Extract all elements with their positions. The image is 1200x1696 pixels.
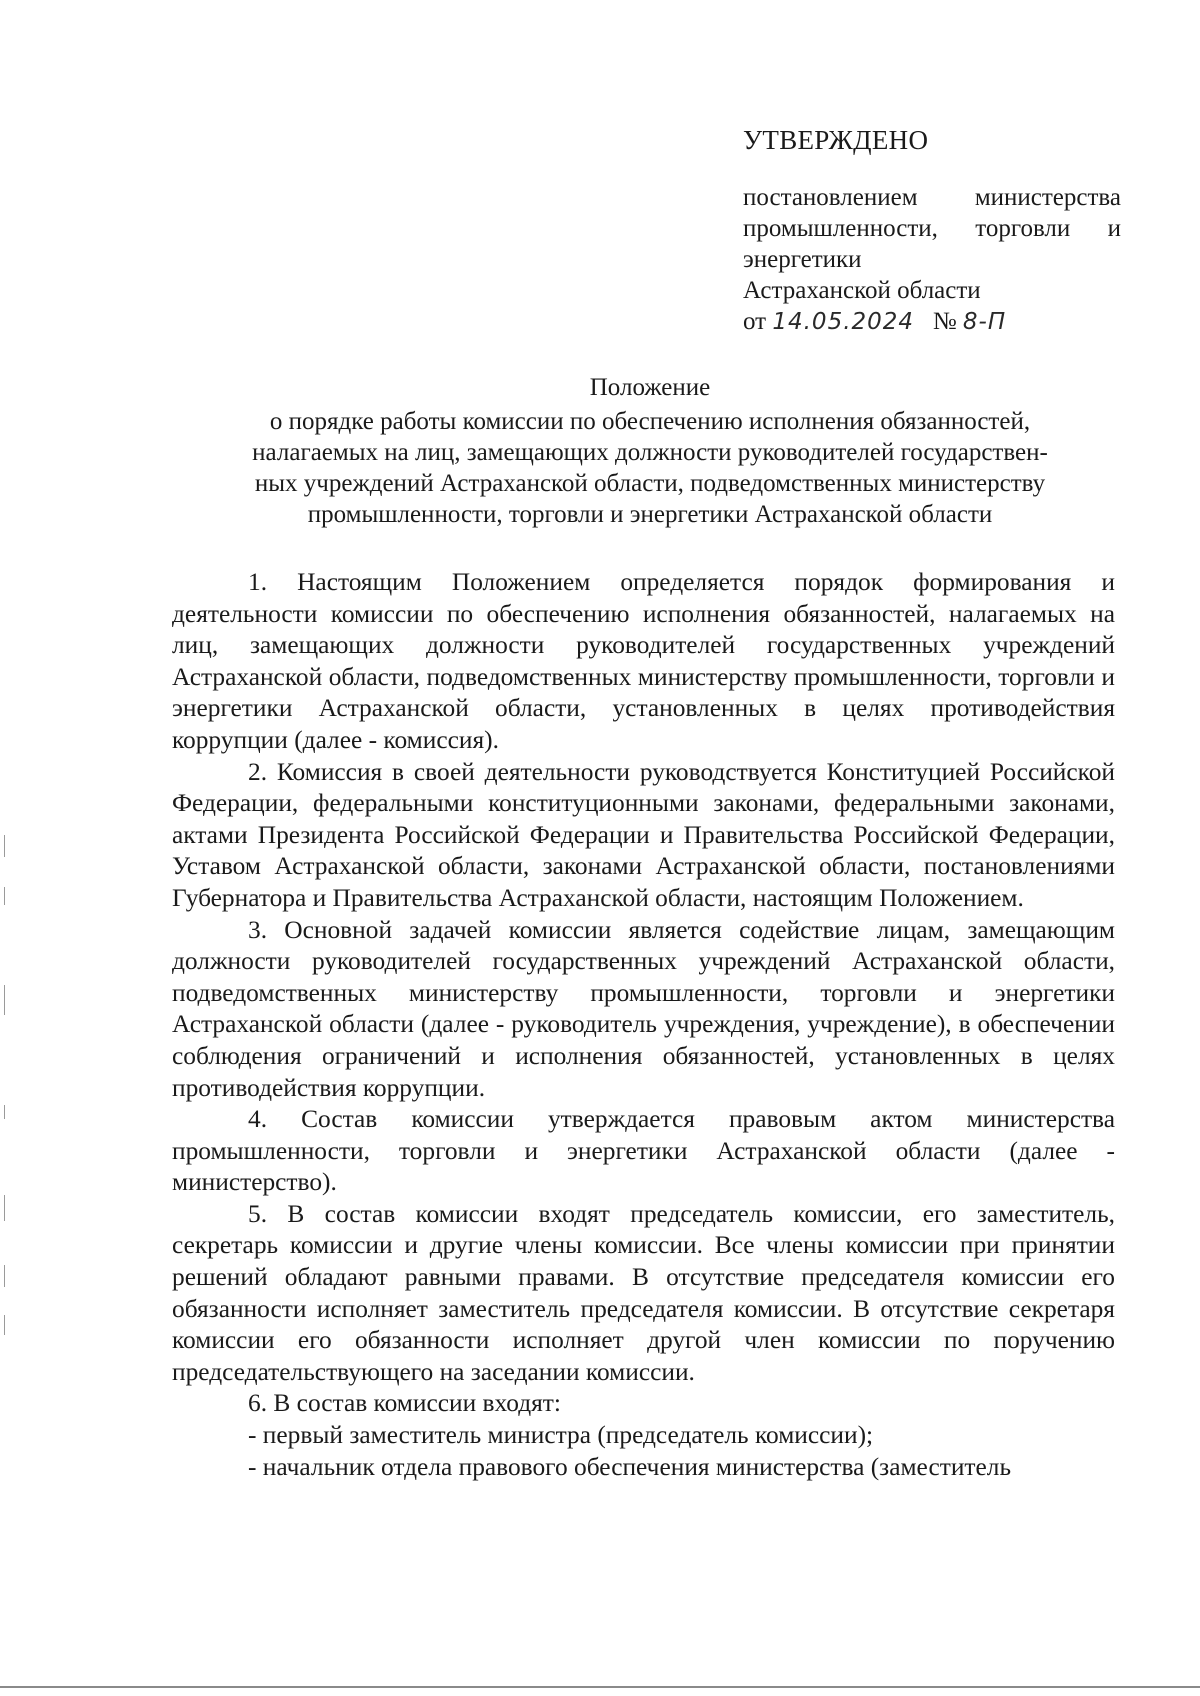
paragraph-6-intro: 6. В состав комиссии входят:	[248, 1389, 561, 1418]
paragraph-5: 5. В состав комиссии входят председатель комиссии, его заместитель, секретарь комиссии и другие члены комиссии. Все члены комиссии при принятии решений обладают равными правами. В отсутствие председателя комиссии его обязанности исполняет заместитель председателя комиссии. В отсутствие секретаря комиссии его обязанности исполняет другой член комиссии по поручению председательствующего на заседании комиссии.	[172, 1199, 1115, 1386]
paragraph-4: 4. Состав комиссии утверждается правовым актом министерства промышленности, торговли и энергетики Астраханской области (далее - министерство).	[172, 1105, 1115, 1197]
paragraph-2: 2. Комиссия в своей деятельности руководствуется Конституцией Российской Федерации, федеральными конституционными законами, федеральными законами, актами Президента Российской Федерации и Правительства Российской Федерации, Уставом Астраханской области, законами Астраханской области, постановлениями Губернатора и Правительства Астраханской области, настоящим Положением.	[172, 757, 1115, 912]
document-subtitle-line: о порядке работы комиссии по обеспечению исполнения обязанностей,	[269, 408, 1031, 435]
document-subtitle-line: ных учреждений Астраханской области, подведомственных министерству	[254, 470, 1046, 497]
document-body	[172, 567, 1115, 1483]
approval-line-4: Астраханской области	[743, 277, 981, 304]
date-prefix: от	[743, 308, 767, 335]
number-prefix: №	[932, 308, 957, 335]
document-subtitle-line: промышленности, торговли и энергетики Астраханской области	[307, 501, 993, 528]
approval-number: 8-П	[962, 309, 1007, 335]
approval-date-line	[743, 306, 1121, 338]
paragraph-1: 1. Настоящим Положением определяется порядок формирования и деятельности комиссии по обеспечению исполнения обязанностей, налагаемых на лиц, замещающих должности руководителей государственных учреждений Астраханской области, подведомственных министерству промышленности, торговли и энергетики Астраханской области, установленных в целях противодействия коррупции (далее - комиссия).	[172, 568, 1115, 754]
scan-margin-marks	[4, 835, 6, 1345]
document-heading: Положение	[589, 374, 711, 401]
approval-line-1: постановлением министерства	[743, 184, 1121, 211]
document-title-block	[170, 372, 1130, 530]
approval-line-2: промышленности, торговли и	[743, 215, 1121, 242]
approval-date: 14.05.2024	[772, 309, 915, 335]
list-item: - первый заместитель министра (председатель комиссии);	[248, 1421, 874, 1450]
scan-bottom-edge	[0, 1686, 1200, 1688]
document-subtitle-line: налагаемых на лиц, замещающих должности руководителей государствен-	[252, 439, 1048, 466]
list-item: - начальник отдела правового обеспечения министерства (заместитель	[248, 1452, 1012, 1481]
approval-title: УТВЕРЖДЕНО	[743, 125, 929, 155]
paragraph-3: 3. Основной задачей комиссии является содействие лицам, замещающим должности руководителей государственных учреждений Астраханской области, подведомственных министерству промышленности, торговли и энергетики Астраханской области (далее - руководитель учреждения, учреждение), в обеспечении соблюдения ограничений и исполнения обязанностей, установленных в целях противодействия коррупции.	[172, 915, 1115, 1102]
approval-stamp-block	[743, 125, 1121, 338]
approval-line-3: энергетики	[743, 246, 862, 273]
